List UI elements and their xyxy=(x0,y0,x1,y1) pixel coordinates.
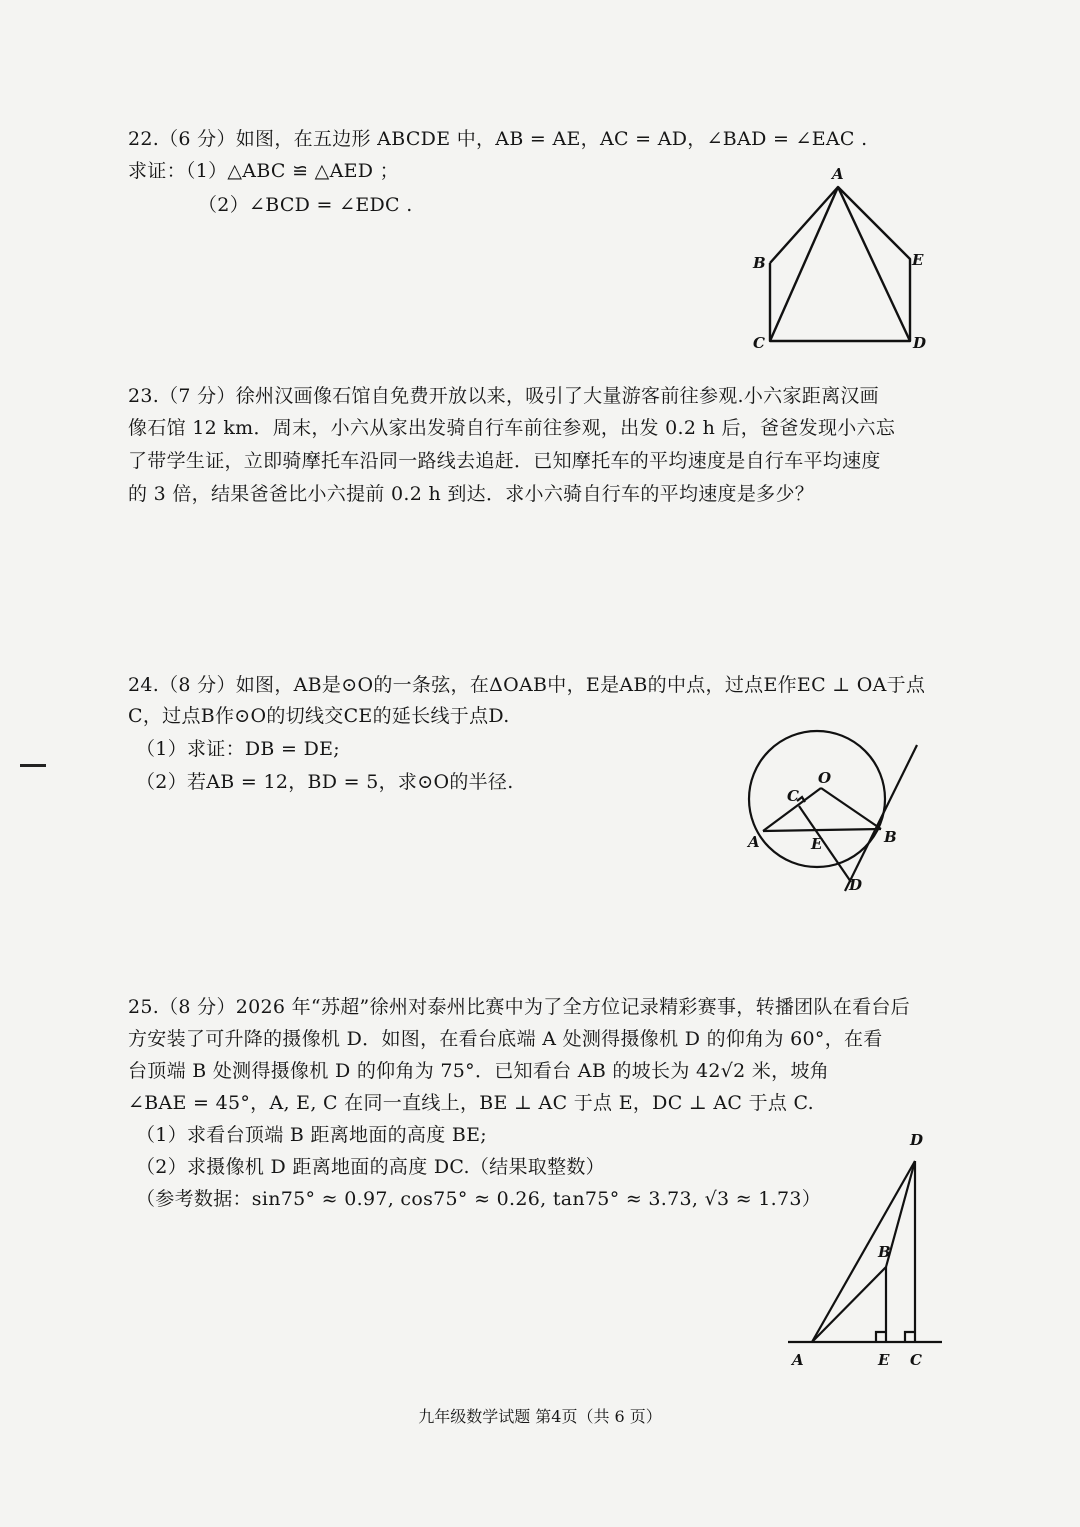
q23-line-4: 的 3 倍，结果爸爸比小六提前 0.2 h 到达．求小六骑自行车的平均速度是多少？ xyxy=(128,483,815,505)
pentagon-label-b: B xyxy=(753,254,766,272)
q24-line-2: C，过点B作⊙O的切线交CE的延长线于点D. xyxy=(128,705,510,727)
scan-mark xyxy=(20,764,46,767)
slope-label-a: A xyxy=(792,1351,804,1369)
q25-line-2: 方安装了可升降的摄像机 D．如图，在看台底端 A 处测得摄像机 D 的仰角为 60°，在看 xyxy=(128,1028,883,1050)
q24-line-4: （2）若AB = 12，BD = 5，求⊙O的半径. xyxy=(136,771,514,793)
circle-label-e: E xyxy=(811,835,823,853)
q22-line-1: 22.（6 分）如图，在五边形 ABCDE 中，AB = AE，AC = AD，∠BAD = ∠EAC . xyxy=(128,128,868,150)
q24-line-3: （1）求证：DB = DE; xyxy=(136,738,340,760)
circle-label-o: O xyxy=(818,769,832,787)
q25-line-5: （1）求看台顶端 B 距离地面的高度 BE; xyxy=(136,1124,488,1146)
pentagon-label-d: D xyxy=(913,334,927,352)
pentagon-label-c: C xyxy=(753,334,765,352)
circle-label-c: C xyxy=(787,787,799,805)
q24-line-1: 24.（8 分）如图，AB是⊙O的一条弦，在ΔOAB中，E是AB的中点，过点E作EC ⊥ OA于点 xyxy=(128,674,926,696)
page-footer: 九年级数学试题 第4页（共 6 页） xyxy=(418,1407,662,1426)
pentagon-figure xyxy=(740,160,950,364)
circle-label-a: A xyxy=(748,833,760,851)
slope-label-c: C xyxy=(910,1351,922,1369)
pentagon-label-e: E xyxy=(912,251,924,269)
q23-line-3: 了带学生证，立即骑摩托车沿同一路线去追赶．已知摩托车的平均速度是自行车平均速度 xyxy=(128,450,881,472)
q22-line-2: 求证：（1）△ABC ≌ △AED ； xyxy=(128,160,399,182)
slope-label-d: D xyxy=(910,1131,924,1149)
circle-label-d: D xyxy=(849,876,863,894)
q22-line-3: （2）∠BCD = ∠EDC . xyxy=(198,194,413,216)
q25-line-3: 台顶端 B 处测得摄像机 D 的仰角为 75°．已知看台 AB 的坡长为 42√2 米，坡角 xyxy=(128,1060,830,1082)
q25-line-7: （参考数据：sin75° ≈ 0.97, cos75° ≈ 0.26, tan75° ≈ 3.73, √3 ≈ 1.73） xyxy=(136,1188,822,1210)
q23-line-1: 23.（7 分）徐州汉画像石馆自免费开放以来，吸引了大量游客前往参观.小六家距离汉画 xyxy=(128,385,879,407)
circle-figure xyxy=(735,715,935,904)
circle-label-b: B xyxy=(884,828,897,846)
q25-line-6: （2）求摄像机 D 距离地面的高度 DC.（结果取整数） xyxy=(136,1156,605,1178)
q25-line-4: ∠BAE = 45°，A, E, C 在同一直线上，BE ⊥ AC 于点 E，DC ⊥ AC 于点 C. xyxy=(128,1092,815,1114)
q23-line-2: 像石馆 12 km．周末，小六从家出发骑自行车前往参观，出发 0.2 h 后，爸爸发现小六忘 xyxy=(128,417,896,439)
slope-figure xyxy=(780,1125,960,1379)
slope-label-b: B xyxy=(878,1243,891,1261)
pentagon-label-a: A xyxy=(832,165,844,183)
q25-line-1: 25.（8 分）2026 年“苏超”徐州对泰州比赛中为了全方位记录精彩赛事，转播团队在看台后 xyxy=(128,996,910,1018)
slope-label-e: E xyxy=(878,1351,890,1369)
